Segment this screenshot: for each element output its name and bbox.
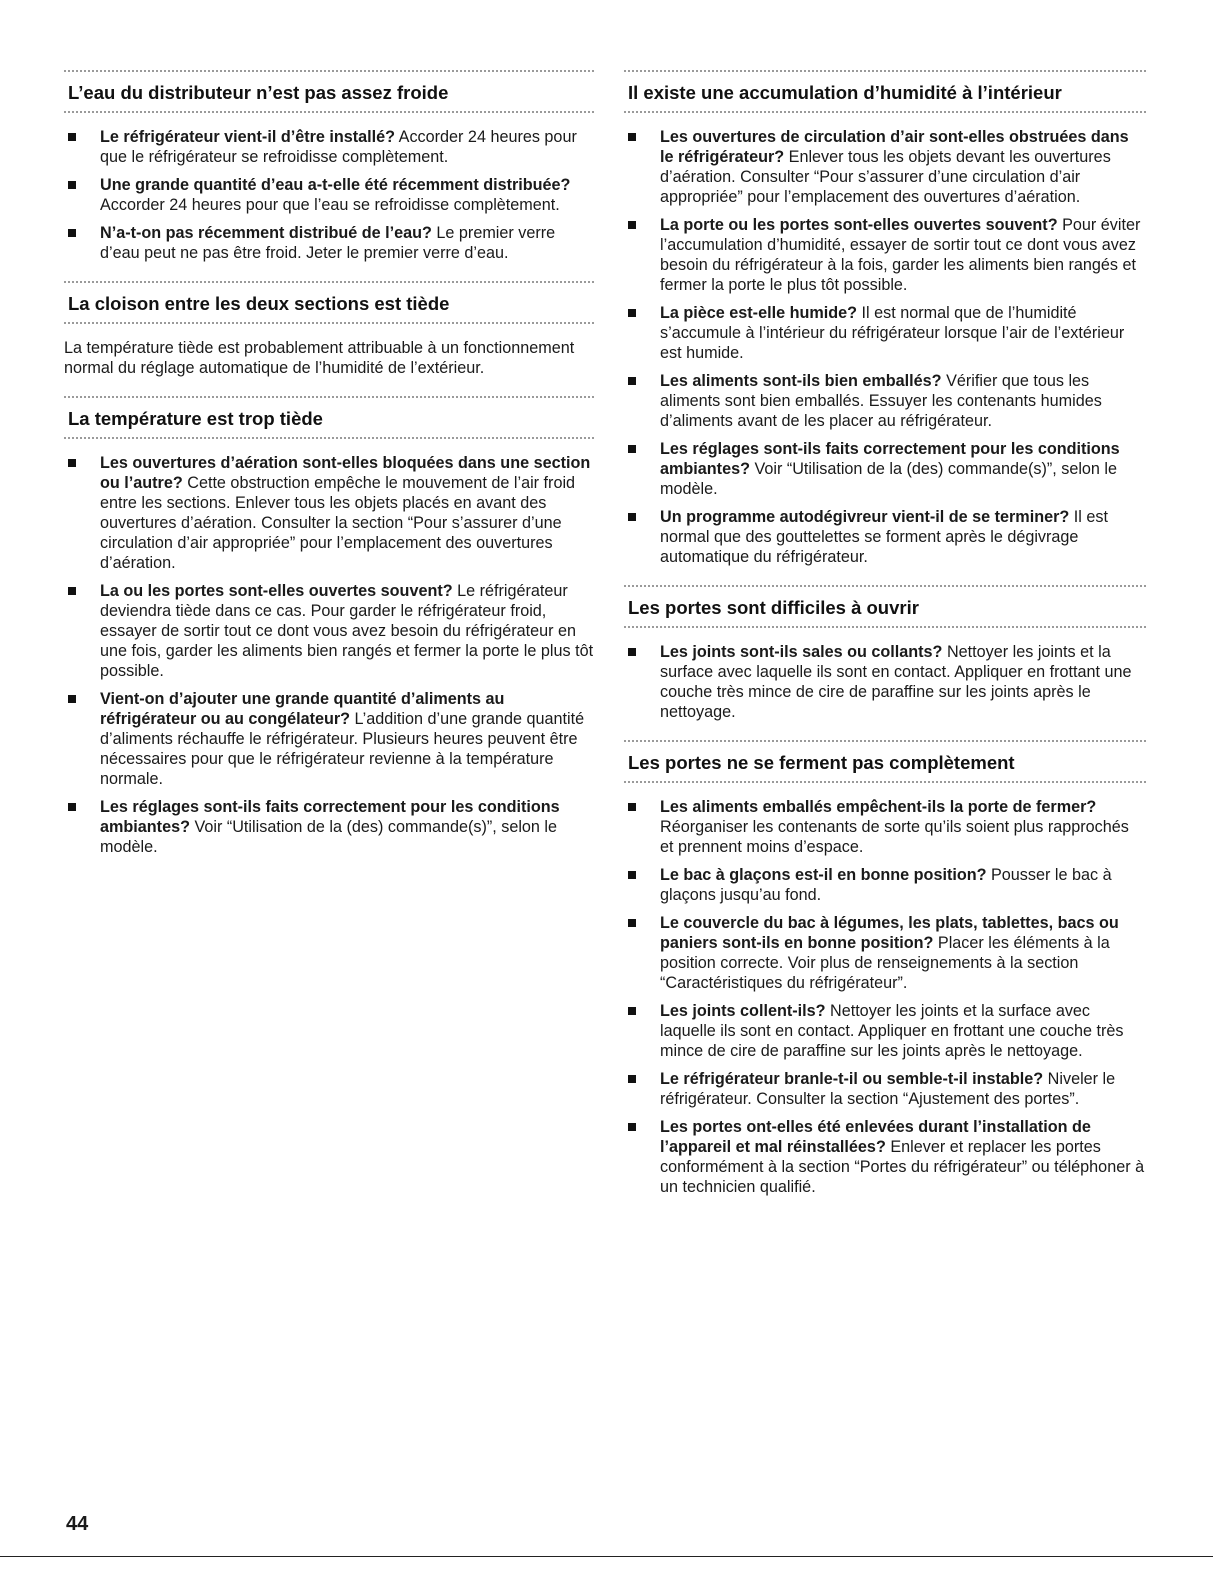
square-bullet-icon [628,1075,636,1083]
square-bullet-icon [628,377,636,385]
item-answer: Nettoyer les joints et la surface avec laquelle ils sont en contact. Appliquer en frottant une couche très mince de cire de paraffine sur les joints après le nettoyage. [660,1002,1124,1060]
list-item [624,642,1146,722]
section-header [64,281,594,324]
item-answer: L’addition d’une grande quantité d’aliments réchauffe le réfrigérateur. Plusieurs heures peuvent être nécessaires pour que le réfrigérateur revienne à la température normale. [100,710,585,788]
section-header [64,70,594,113]
square-bullet-icon [628,648,636,656]
square-bullet-icon [68,181,76,189]
section-spacer [624,575,1146,585]
list-item [624,1069,1146,1109]
section-header [624,70,1146,113]
item-answer: Réorganiser les contenants de sorte qu’ils soient plus rapprochés et prennent moins d’espace. [660,818,1129,856]
square-bullet-icon [628,871,636,879]
square-bullet-icon [628,1007,636,1015]
section-title: Les portes sont difficiles à ouvrir [628,597,919,618]
item-answer: Il est normal que de l’humidité s’accumule à l’intérieur du réfrigérateur lorsque l’air de l’extérieur est humide. [660,304,1125,362]
item-answer: Placer les éléments à la position correcte. Voir plus de renseignements à la section “Caractéristiques du réfrigérateur”. [660,934,1110,992]
square-bullet-icon [628,309,636,317]
item-answer: Cette obstruction empêche le mouvement de l’air froid entre les sections. Enlever tous les objets placés en avant des ouvertures d’aération. Consulter la section “Pour s’assurer d’une circulation d’air appropriée” pour l’emplacement des ouvertures d’aération. [100,474,576,572]
list-item [64,175,594,215]
list-item [64,127,594,167]
item-question: La pièce est-elle humide? [660,304,858,322]
list-item [624,797,1146,857]
item-answer: Voir “Utilisation de la (des) commande(s)”, selon le modèle. [100,818,558,856]
item-question: Les réglages sont-ils faits correctement pour les conditions ambiantes? [660,440,1120,478]
section-paragraph: La température tiède est probablement attribuable à un fonctionnement normal du réglage automatique de l’humidité de l’extérieur. [64,339,575,377]
right-column [624,70,1146,1215]
section-header [64,396,594,439]
square-bullet-icon [628,919,636,927]
section-title: Il existe une accumulation d’humidité à l’intérieur [628,82,1062,103]
list-item [624,303,1146,363]
item-question: Vient-on d’ajouter une grande quantité d’aliments au réfrigérateur ou au congélateur? [100,690,505,728]
list-item [624,439,1146,499]
list-item [624,1001,1146,1061]
page-number: 44 [66,1513,89,1535]
item-answer: Niveler le réfrigérateur. Consulter la section “Ajustement des portes”. [660,1070,1116,1108]
troubleshooting-section [64,396,594,875]
item-question: Les portes ont-elles été enlevées durant l’installation de l’appareil et mal réinstallées? [660,1118,1091,1156]
section-header [624,740,1146,783]
item-question: Les ouvertures d’aération sont-elles bloquées dans une section ou l’autre? [100,454,591,492]
list-item [624,913,1146,993]
item-answer: Le premier verre d’eau peut ne pas être froid. Jeter le premier verre d’eau. [100,224,556,262]
troubleshooting-section [624,70,1146,585]
item-question: Le bac à glaçons est-il en bonne position? [660,866,987,884]
item-answer: Accorder 24 heures pour que l’eau se refroidisse complètement. [100,196,560,214]
troubleshooting-section [624,585,1146,740]
list-item [64,581,594,681]
list-item [624,371,1146,431]
item-question: Les aliments sont-ils bien emballés? [660,372,942,390]
troubleshooting-section [64,70,594,281]
item-answer: Enlever et replacer les portes conformément à la section “Portes du réfrigérateur” ou téléphoner à un technicien qualifié. [660,1138,1145,1196]
section-spacer [64,865,594,875]
section-title: Les portes ne se ferment pas complètement [628,752,1015,773]
item-question: Le réfrigérateur branle-t-il ou semble-t-il instable? [660,1070,1044,1088]
item-question: Les ouvertures de circulation d’air sont-elles obstruées dans le réfrigérateur? [660,128,1129,166]
item-question: Un programme autodégivreur vient-il de se terminer? [660,508,1070,526]
section-title: La température est trop tiède [68,408,323,429]
item-question: Le couvercle du bac à légumes, les plats, tablettes, bacs ou paniers sont-ils en bonne position? [660,914,1119,952]
section-body [624,628,1146,722]
section-title: La cloison entre les deux sections est tiède [68,293,450,314]
list-item [624,1117,1146,1197]
item-answer: Il est normal que des gouttelettes se forment après le dégivrage automatique du réfrigérateur. [660,508,1108,566]
left-column [64,70,594,875]
section-spacer [624,730,1146,740]
square-bullet-icon [628,445,636,453]
section-title: L’eau du distributeur n’est pas assez froide [68,82,449,103]
section-body [64,324,594,378]
square-bullet-icon [628,1123,636,1131]
square-bullet-icon [628,803,636,811]
section-spacer [64,271,594,281]
list-item [624,865,1146,905]
section-spacer [624,1205,1146,1215]
square-bullet-icon [68,695,76,703]
item-question: Les joints sont-ils sales ou collants? [660,643,943,661]
item-answer: Pour éviter l’accumulation d’humidité, essayer de sortir tout ce dont vous avez besoin du réfrigérateur à la fois, garder les aliments bien rangés et fermer la porte le plus tôt possible. [660,216,1141,294]
item-answer: Nettoyer les joints et la surface avec laquelle ils sont en contact. Appliquer en frottant une couche très mince de cire de paraffine sur les joints après le nettoyage. [660,643,1132,721]
item-answer: Accorder 24 heures pour que le réfrigérateur se refroidisse complètement. [100,128,577,166]
section-body [624,783,1146,1197]
square-bullet-icon [68,803,76,811]
section-header [624,585,1146,628]
footer-rule [0,1556,1213,1557]
troubleshooting-section [624,740,1146,1215]
question-list [64,127,594,263]
list-item [64,223,594,263]
square-bullet-icon [628,221,636,229]
question-list [64,453,594,857]
list-item [624,215,1146,295]
item-question: Le réfrigérateur vient-il d’être installé? [100,128,396,146]
square-bullet-icon [68,587,76,595]
item-question: La ou les portes sont-elles ouvertes souvent? [100,582,453,600]
list-item [624,127,1146,207]
item-answer: Voir “Utilisation de la (des) commande(s)”, selon le modèle. [660,460,1118,498]
square-bullet-icon [628,513,636,521]
list-item [64,797,594,857]
square-bullet-icon [628,133,636,141]
section-spacer [64,386,594,396]
square-bullet-icon [68,133,76,141]
item-answer: Le réfrigérateur deviendra tiède dans ce cas. Pour garder le réfrigérateur froid, essayer de sortir tout ce dont vous avez besoin du réfrigérateur en une fois, garder les aliments bien rangés et fermer la porte le plus tôt possible. [100,582,594,680]
item-question: La porte ou les portes sont-elles ouvertes souvent? [660,216,1058,234]
item-answer: Pousser le bac à glaçons jusqu’au fond. [660,866,1112,904]
list-item [624,507,1146,567]
list-item [64,689,594,789]
item-answer: Vérifier que tous les aliments sont bien emballés. Essuyer les contenants humides d’aliments avant de les placer au réfrigérateur. [660,372,1102,430]
question-list [624,797,1146,1197]
item-question: Les réglages sont-ils faits correctement pour les conditions ambiantes? [100,798,560,836]
item-question: Les joints collent-ils? [660,1002,826,1020]
item-question: Les aliments emballés empêchent-ils la porte de fermer? [660,798,1097,816]
section-body [64,439,594,857]
list-item [64,453,594,573]
square-bullet-icon [68,229,76,237]
troubleshooting-section [64,281,594,396]
question-list [624,642,1146,722]
question-list [624,127,1146,567]
section-body [624,113,1146,567]
section-body [64,113,594,263]
item-question: Une grande quantité d’eau a-t-elle été récemment distribuée? [100,176,571,194]
item-question: N’a-t-on pas récemment distribué de l’eau? [100,224,432,242]
square-bullet-icon [68,459,76,467]
item-answer: Enlever tous les objets devant les ouvertures d’aération. Consulter “Pour s’assurer d’une circulation d’air appropriée” pour l’emplacement des ouvertures d’aération. [660,148,1111,206]
